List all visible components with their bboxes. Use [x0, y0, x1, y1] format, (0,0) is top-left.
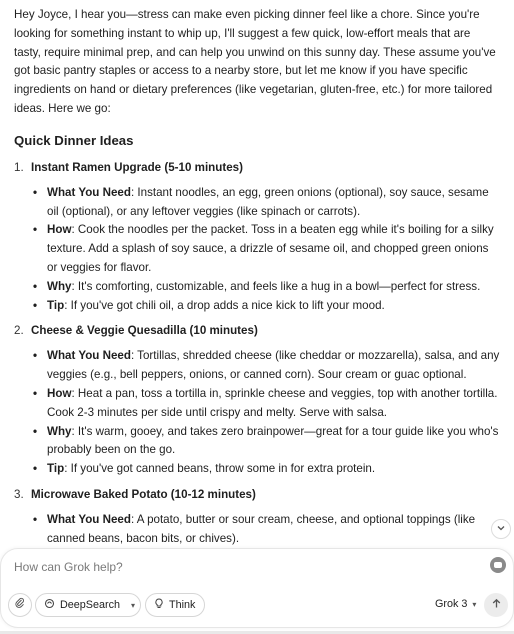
- deepsearch-icon: [44, 598, 55, 612]
- detail-label: How: [47, 223, 72, 237]
- scroll-down-button[interactable]: [491, 519, 511, 539]
- voice-mode-icon: [494, 562, 502, 568]
- composer: [0, 548, 514, 628]
- bullet-icon: •: [33, 462, 38, 476]
- detail-label: How: [47, 386, 72, 400]
- meal-title: [14, 158, 500, 178]
- attach-button[interactable]: [8, 593, 32, 617]
- detail-label: What You Need: [47, 185, 131, 199]
- think-label: Think: [169, 599, 196, 611]
- bullet-icon: •: [33, 386, 38, 400]
- model-label: Grok 3: [435, 598, 468, 610]
- meal-title: [14, 321, 500, 341]
- arrow-up-icon: [491, 598, 502, 612]
- detail-text: : A potato, butter or sour cream, cheese, and optional toppings (like canned beans, bacon bits, or chives).: [47, 512, 476, 545]
- meal-item: [14, 485, 500, 548]
- bullet-icon: •: [33, 298, 38, 312]
- meal-details: [31, 511, 500, 548]
- deepsearch-label: DeepSearch: [60, 599, 121, 611]
- meal-item: [14, 158, 500, 316]
- think-button[interactable]: [145, 593, 205, 617]
- lightbulb-icon: [154, 598, 164, 612]
- deepsearch-button[interactable]: [35, 593, 141, 617]
- detail-item: [31, 385, 500, 423]
- detail-text: : It's comforting, customizable, and feels like a hug in a bowl—perfect for stress.: [71, 279, 481, 293]
- meal-details: [31, 184, 500, 316]
- meal-details: [31, 347, 500, 479]
- bullet-icon: •: [33, 512, 38, 526]
- meal-number: 1.: [14, 160, 24, 174]
- section-heading: Quick Dinner Ideas: [14, 132, 134, 148]
- detail-text: : Tortillas, shredded cheese (like cheddar or mozzarella), salsa, and any veggies (e.g., bell peppers, onions, or canned corn). Sour cream or guac optional.: [47, 349, 500, 382]
- bullet-icon: •: [33, 424, 38, 438]
- detail-label: Tip: [47, 298, 65, 312]
- detail-item: [31, 460, 500, 479]
- detail-label: Why: [47, 279, 72, 293]
- chevron-down-icon[interactable]: ▾: [131, 600, 136, 610]
- detail-label: Why: [47, 424, 72, 438]
- chevron-down-icon: ▾: [472, 599, 477, 609]
- detail-text: : Heat a pan, toss a tortilla in, sprinkle cheese and veggies, top with another tortilla. Cook 2-3 minutes per side until crispy and melty. Serve with salsa.: [47, 386, 498, 419]
- chat-input[interactable]: How can Grok help?: [14, 560, 123, 574]
- detail-item: [31, 511, 500, 548]
- detail-text: : If you've got chili oil, a drop adds a nice kick to lift your mood.: [64, 298, 385, 312]
- detail-text: : Cook the noodles per the packet. Toss in a beaten egg while it's boiling for a silky texture. Add a splash of soy sauce, a drizzle of sesame oil, and chopped green onions or veggies for flavor.: [47, 223, 494, 274]
- detail-item: [31, 278, 500, 297]
- detail-item: [31, 221, 500, 277]
- detail-label: What You Need: [47, 512, 131, 526]
- detail-text: : If you've got canned beans, throw some in for extra protein.: [64, 462, 376, 476]
- chevron-down-icon: [496, 523, 506, 536]
- meal-title: [14, 485, 500, 505]
- meal-number: 2.: [14, 324, 24, 338]
- voice-mode-button[interactable]: [490, 557, 506, 573]
- detail-label: What You Need: [47, 349, 131, 363]
- detail-item: [31, 184, 500, 222]
- meal-item: [14, 321, 500, 479]
- message-intro: Hey Joyce, I hear you—stress can make even picking dinner feel like a chore. Since you're looking for something instant to whip up, I'll suggest a few quick, low-effort meals that are tasty, require minimal prep, and can help you unwind on this sunny day. These assume you've got basic pantry staples or access to a nearby store, but let me know if you have specific ingredients on hand or dietary preferences (like vegetarian, gluten-free, etc.) for more tailored ideas. Here we go:: [14, 8, 496, 115]
- meal-title-text: Cheese & Veggie Quesadilla (10 minutes): [31, 324, 258, 338]
- detail-item: [31, 347, 500, 385]
- meal-list: [14, 158, 500, 548]
- detail-item: [31, 297, 500, 316]
- bullet-icon: •: [33, 185, 38, 199]
- bullet-icon: •: [33, 223, 38, 237]
- bullet-icon: •: [33, 279, 38, 293]
- meal-title-text: Microwave Baked Potato (10-12 minutes): [31, 487, 256, 501]
- paperclip-icon: [14, 596, 26, 614]
- model-selector[interactable]: [435, 598, 476, 610]
- send-button[interactable]: [484, 593, 508, 617]
- detail-label: Tip: [47, 462, 65, 476]
- meal-number: 3.: [14, 487, 24, 501]
- bullet-icon: •: [33, 349, 38, 363]
- detail-text: : Instant noodles, an egg, green onions (optional), soy sauce, sesame oil (optional), or any leftover veggies (like spinach or carrots).: [47, 185, 489, 218]
- meal-title-text: Instant Ramen Upgrade (5-10 minutes): [31, 160, 243, 174]
- detail-item: [31, 423, 500, 461]
- detail-text: : It's warm, gooey, and takes zero brainpower—great for a tour guide like you who's probably been on the go.: [47, 424, 499, 457]
